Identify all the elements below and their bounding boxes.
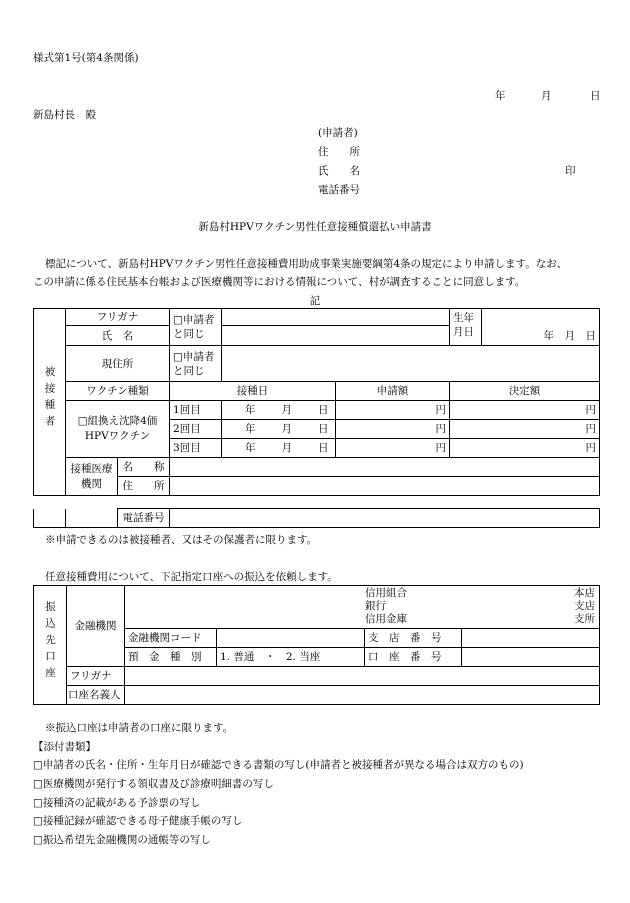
address-label: 現住所 (66, 346, 170, 382)
account-no-label: 口 座 番 号 (365, 648, 462, 667)
recipient-side-label: 被接種者 (34, 309, 66, 496)
branch-no-value[interactable] (462, 629, 600, 648)
intro-line-1: 標記について、新島村HPVワクチン男性任意接種費用助成事業実施要綱第4条の規定により申請します。なお、 (45, 258, 568, 270)
bank-side-label: 振込先口座 (34, 586, 67, 705)
note-eligibility: ※申請できるのは被接種者、又はその保護者に限ります。 (45, 534, 318, 546)
clinic-phone-label: 電話番号 (118, 509, 170, 528)
deposit-options[interactable]: 1. 普通 ・ 2. 当座 (217, 648, 365, 667)
claim-amount[interactable]: 円 (336, 401, 450, 420)
clinic-name-label: 名 称 (118, 458, 170, 477)
attachment-item: □振込希望先金融機関の通帳等の写し (33, 834, 211, 846)
note-account: ※振込口座は申請者の口座に限ります。 (45, 722, 234, 734)
attachment-item: □接種記録が確認できる母子健康手帳の写し (33, 815, 243, 827)
document-title: 新島村HPVワクチン男性任意接種償還払い申請書 (198, 221, 432, 233)
branch-type: 本店 (574, 587, 595, 599)
date-month: 月 (541, 90, 552, 102)
clinic-phone-value[interactable] (170, 509, 600, 528)
clinic-name-value[interactable] (170, 458, 600, 477)
applicant-phone-label: 電話番号 (318, 184, 360, 196)
bank-furigana-label: フリガナ (67, 667, 125, 686)
attachment-item: □申請者の氏名・住所・生年月日が確認できる書類の写し(申請者と被接種者が異なる場合は双方のもの) (33, 759, 524, 771)
applicant-address-label: 住 所 (318, 146, 360, 158)
claim-header: 申請額 (336, 382, 450, 401)
clinic-address-value[interactable] (170, 477, 600, 496)
seal-mark: 印 (565, 165, 576, 177)
addressee: 新島村長 殿 (33, 109, 96, 121)
claim-amount[interactable]: 円 (336, 439, 450, 458)
same-as-applicant-check-2[interactable]: □申請者と同じ (170, 346, 222, 382)
bank-table (33, 585, 600, 705)
dose-label: 2回目 (170, 420, 222, 439)
institution-label: 金融機関 (67, 586, 125, 667)
dose-date[interactable]: 年 月 日 (222, 401, 336, 420)
vaccine-name-check[interactable]: □組換え沈降4価HPVワクチン (66, 401, 170, 458)
clinic-address-label: 住 所 (118, 477, 170, 496)
code-label: 金融機関コード (125, 629, 217, 648)
recipient-table (33, 308, 600, 496)
dose-label: 3回目 (170, 439, 222, 458)
branch-no-label: 支 店 番 号 (365, 629, 462, 648)
transfer-request: 任意接種費用について、下記指定口座への振込を依頼します。 (45, 571, 338, 583)
dose-date[interactable]: 年 月 日 (222, 439, 336, 458)
clinic-label: 接種医療機関 (66, 458, 118, 496)
bank-type: 信用金庫 (365, 613, 407, 625)
holder-label: 口座名義人 (67, 686, 125, 705)
decision-header: 決定額 (450, 382, 600, 401)
intro-line-2: この申請に係る住民基本台帳および医療機関等における情報について、村が調査することに同意します。 (33, 276, 526, 288)
clinic-phone-row (33, 508, 600, 528)
date-year: 年 (495, 90, 506, 102)
decision-amount[interactable]: 円 (450, 401, 600, 420)
attachments-heading: 【添付書類】 (33, 741, 96, 753)
address-value[interactable] (222, 346, 600, 382)
claim-amount[interactable]: 円 (336, 420, 450, 439)
deposit-type-label: 預 金 種 別 (125, 648, 217, 667)
name-label: 氏 名 (66, 326, 170, 346)
birth-date-field[interactable]: 年 月 日 (482, 309, 600, 346)
furigana-value[interactable] (222, 309, 450, 326)
applicant-heading: (申請者) (318, 127, 358, 139)
code-value[interactable] (217, 629, 365, 648)
form-number: 様式第1号(第4条関係) (33, 52, 139, 64)
birth-label: 生年月日 (450, 309, 482, 346)
branch-type: 支所 (574, 613, 595, 625)
dose-label: 1回目 (170, 401, 222, 420)
branch-type: 支店 (574, 600, 595, 612)
ki-heading: 記 (309, 295, 321, 307)
account-no-value[interactable] (462, 648, 600, 667)
attachment-item: □医療機関が発行する領収書及び診療明細書の写し (33, 778, 274, 790)
bank-type: 銀行 (365, 600, 386, 612)
applicant-name-label: 氏 名 (318, 165, 360, 177)
holder-value[interactable] (125, 686, 600, 705)
attachment-item: □接種済の記載がある予診票の写し (33, 797, 201, 809)
decision-amount[interactable]: 円 (450, 439, 600, 458)
vaccine-type-header: ワクチン種類 (66, 382, 170, 401)
name-value[interactable] (222, 326, 450, 346)
bank-furigana-value[interactable] (125, 667, 600, 686)
bank-type: 信用組合 (365, 587, 407, 599)
furigana-label: フリガナ (66, 309, 170, 326)
dose-date[interactable]: 年 月 日 (222, 420, 336, 439)
same-as-applicant-check[interactable]: □申請者と同じ (170, 309, 222, 346)
date-header: 接種日 (170, 382, 336, 401)
decision-amount[interactable]: 円 (450, 420, 600, 439)
institution-value[interactable] (125, 586, 600, 629)
date-day: 日 (590, 90, 601, 102)
